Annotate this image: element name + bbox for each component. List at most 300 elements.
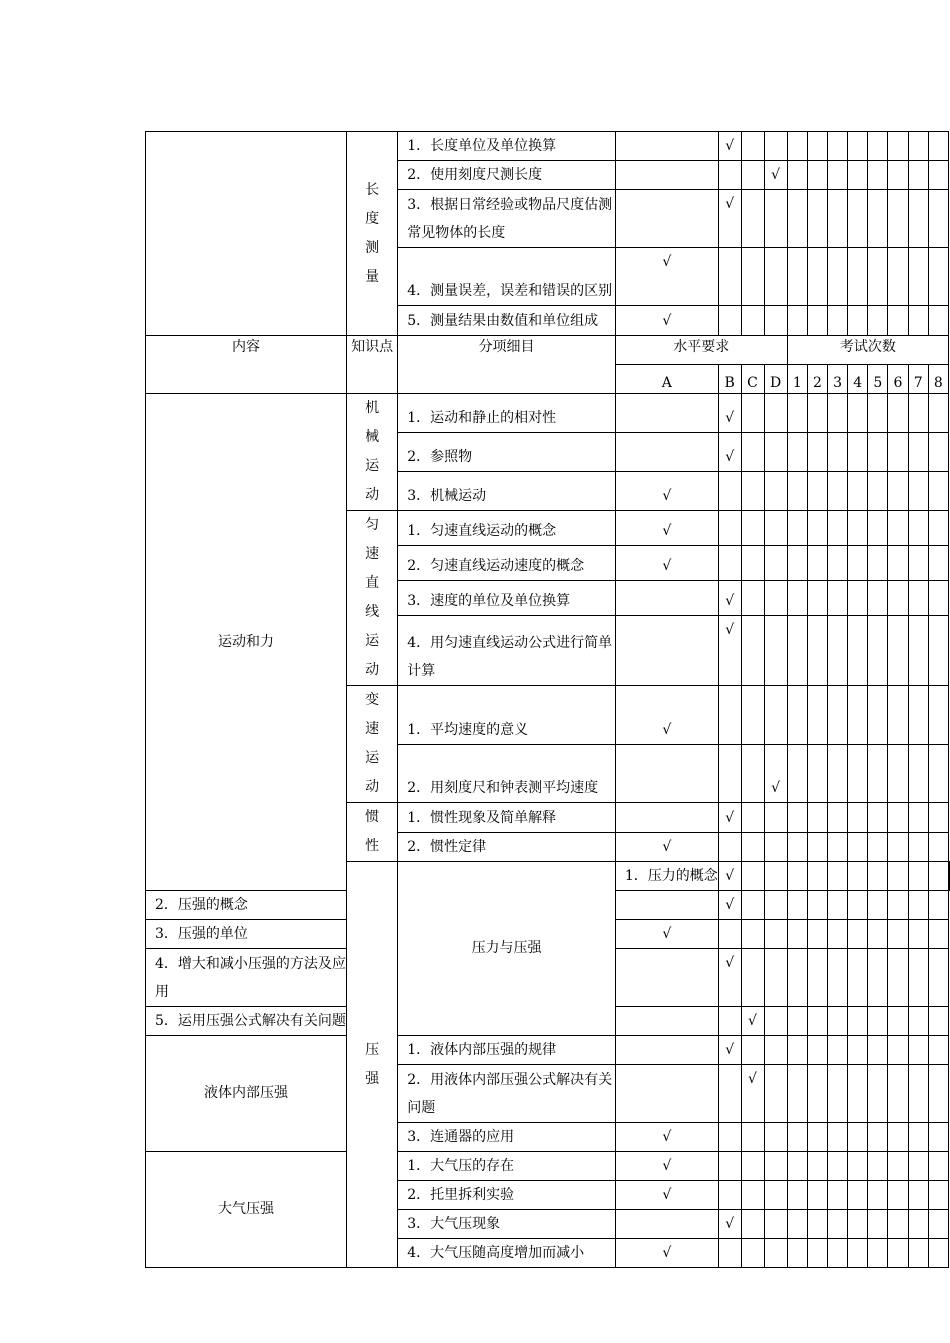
exam-8-cell — [928, 1036, 948, 1065]
exam-4-cell — [848, 161, 868, 190]
item-cell: 3．压强的单位 — [146, 920, 347, 949]
level-B-cell: √ — [718, 616, 741, 686]
level-C-cell — [741, 616, 764, 686]
level-A-cell — [615, 745, 718, 803]
exam-3-cell — [828, 1239, 848, 1268]
exam-1-cell — [787, 433, 807, 472]
exam-6-cell — [888, 1036, 908, 1065]
level-C-cell — [741, 248, 764, 306]
exam-1-cell — [787, 1123, 807, 1152]
exam-6-cell — [888, 1123, 908, 1152]
exam-2-cell — [807, 132, 827, 161]
exam-6-cell — [888, 1210, 908, 1239]
exam-4-cell — [848, 803, 868, 833]
exam-3-cell — [828, 1036, 848, 1065]
exam-1-cell — [787, 511, 807, 546]
exam-5-cell — [868, 472, 888, 511]
level-B-cell — [718, 686, 741, 745]
level-D-cell — [764, 1123, 787, 1152]
exam-6-cell — [888, 891, 908, 920]
level-D-cell — [764, 1065, 787, 1123]
exam-5-cell — [868, 306, 888, 336]
exam-7-cell — [908, 1065, 928, 1123]
exam-5-cell — [868, 190, 888, 248]
item-cell: 2．参照物 — [398, 433, 616, 472]
knowledge-point-cell: 长度测量 — [346, 132, 397, 336]
knowledge-point-cell: 机械运动 — [346, 394, 397, 511]
exam-4-cell — [848, 581, 868, 616]
exam-1-cell — [787, 891, 807, 920]
level-A-cell: √ — [615, 686, 718, 745]
exam-3-cell — [828, 190, 848, 248]
exam-4-cell — [848, 190, 868, 248]
exam-1-cell — [787, 161, 807, 190]
table-row — [146, 132, 950, 161]
exam-6-cell — [888, 132, 908, 161]
item-cell: 1．运动和静止的相对性 — [398, 394, 616, 433]
level-C-cell — [741, 546, 764, 581]
exam-3-cell — [828, 616, 848, 686]
exam-2-cell — [807, 394, 827, 433]
level-D-cell — [764, 394, 787, 433]
level-C-cell: √ — [741, 1065, 764, 1123]
exam-6-cell — [888, 1007, 908, 1036]
level-C-cell — [741, 1210, 764, 1239]
exam-2-cell — [807, 248, 827, 306]
exam-6-cell — [888, 745, 908, 803]
exam-2-cell — [807, 511, 827, 546]
level-D-cell — [764, 248, 787, 306]
level-A-cell: √ — [615, 472, 718, 511]
exam-7-cell — [908, 1239, 928, 1268]
exam-5-cell — [868, 546, 888, 581]
exam-7-cell — [908, 1007, 928, 1036]
content-cell — [146, 132, 347, 336]
exam-8-cell — [928, 832, 948, 862]
level-B-cell — [718, 1065, 741, 1123]
exam-1-cell — [787, 1065, 807, 1123]
level-D-cell — [764, 616, 787, 686]
exam-1-cell — [787, 1152, 807, 1181]
exam-5-cell — [868, 745, 888, 803]
level-D-cell — [764, 1181, 787, 1210]
level-A-cell — [615, 190, 718, 248]
exam-4-cell — [848, 306, 868, 336]
item-cell: 4．增大和减小压强的方法及应用 — [146, 949, 347, 1007]
level-B-cell — [718, 745, 741, 803]
level-C-cell — [741, 803, 764, 833]
level-C-cell — [741, 161, 764, 190]
exam-8-cell — [928, 248, 948, 306]
exam-4-cell — [848, 433, 868, 472]
exam-5-cell — [868, 1210, 888, 1239]
exam-1-cell — [787, 1036, 807, 1065]
exam-8-cell — [928, 394, 948, 433]
level-C-cell — [741, 433, 764, 472]
level-B-cell — [718, 1239, 741, 1268]
exam-1-cell — [787, 546, 807, 581]
exam-2-cell — [807, 1007, 827, 1036]
item-cell: 1．长度单位及单位换算 — [398, 132, 616, 161]
item-cell: 4．大气压随高度增加而减小 — [398, 1239, 616, 1268]
item-cell: 3．连通器的应用 — [398, 1123, 616, 1152]
exam-8-cell — [949, 862, 950, 891]
knowledge-point-cell: 压力与压强 — [398, 862, 616, 1036]
level-A-cell — [615, 1210, 718, 1239]
exam-5-cell — [868, 1123, 888, 1152]
exam-8-cell — [928, 190, 948, 248]
level-B-cell: √ — [718, 433, 741, 472]
exam-3-cell — [828, 745, 848, 803]
exam-8-cell — [928, 511, 948, 546]
level-D-cell — [764, 832, 787, 862]
exam-4-cell — [848, 1210, 868, 1239]
level-C-cell — [741, 949, 764, 1007]
exam-1-cell — [787, 616, 807, 686]
exam-5-cell — [868, 161, 888, 190]
header-exam-4: 4 — [848, 365, 868, 394]
item-cell: 1．平均速度的意义 — [398, 686, 616, 745]
exam-6-cell — [888, 832, 908, 862]
exam-3-cell — [828, 832, 848, 862]
level-C-cell — [741, 1239, 764, 1268]
exam-3-cell — [828, 581, 848, 616]
exam-4-cell — [848, 920, 868, 949]
exam-2-cell — [807, 472, 827, 511]
exam-3-cell — [828, 1210, 848, 1239]
exam-5-cell — [868, 1007, 888, 1036]
exam-1-cell — [787, 745, 807, 803]
level-A-cell — [615, 1065, 718, 1123]
exam-5-cell — [868, 803, 888, 833]
exam-2-cell — [807, 161, 827, 190]
header-level-B: B — [718, 365, 741, 394]
exam-7-cell — [908, 616, 928, 686]
level-D-cell — [764, 1036, 787, 1065]
level-B-cell: √ — [718, 1210, 741, 1239]
exam-1-cell — [787, 1239, 807, 1268]
item-cell: 5．运用压强公式解决有关问题 — [146, 1007, 347, 1036]
exam-5-cell — [868, 132, 888, 161]
exam-8-cell — [928, 132, 948, 161]
exam-7-cell — [908, 1123, 928, 1152]
item-cell: 2．压强的概念 — [146, 891, 347, 920]
level-D-cell — [764, 472, 787, 511]
exam-2-cell — [807, 1181, 827, 1210]
exam-2-cell — [807, 306, 827, 336]
exam-6-cell — [888, 306, 908, 336]
exam-7-cell — [908, 1210, 928, 1239]
exam-6-cell — [888, 248, 908, 306]
header-exams: 考试次数 — [787, 336, 948, 365]
level-D-cell — [764, 581, 787, 616]
exam-2-cell — [807, 433, 827, 472]
item-cell: 1．惯性现象及简单解释 — [398, 803, 616, 833]
level-B-cell — [718, 306, 741, 336]
header-level-D: D — [764, 365, 787, 394]
exam-5-cell — [868, 616, 888, 686]
item-cell: 2．托里拆利实验 — [398, 1181, 616, 1210]
item-cell: 1．大气压的存在 — [398, 1152, 616, 1181]
level-A-cell: √ — [615, 920, 718, 949]
item-cell: 2．匀速直线运动速度的概念 — [398, 546, 616, 581]
exam-2-cell — [807, 949, 827, 1007]
exam-6-cell — [888, 581, 908, 616]
exam-6-cell — [888, 472, 908, 511]
level-B-cell — [718, 472, 741, 511]
exam-6-cell — [888, 190, 908, 248]
exam-2-cell — [807, 1036, 827, 1065]
header-content: 内容 — [146, 336, 347, 394]
exam-5-cell — [868, 248, 888, 306]
level-B-cell — [718, 248, 741, 306]
level-D-cell — [764, 1210, 787, 1239]
level-D-cell — [764, 803, 787, 833]
exam-4-cell — [848, 891, 868, 920]
level-B-cell — [718, 832, 741, 862]
exam-3-cell — [828, 161, 848, 190]
exam-7-cell — [908, 546, 928, 581]
level-A-cell: √ — [615, 1123, 718, 1152]
level-C-cell — [741, 686, 764, 745]
exam-5-cell — [868, 511, 888, 546]
exam-4-cell — [848, 949, 868, 1007]
table-row — [146, 1036, 950, 1065]
header-exam-3: 3 — [828, 365, 848, 394]
exam-6-cell — [888, 546, 908, 581]
level-D-cell — [764, 546, 787, 581]
exam-7-cell — [908, 581, 928, 616]
level-B-cell: √ — [718, 190, 741, 248]
exam-3-cell — [828, 132, 848, 161]
level-A-cell — [615, 803, 718, 833]
exam-1-cell — [807, 862, 827, 891]
exam-7-cell — [908, 190, 928, 248]
level-B-cell: √ — [718, 891, 741, 920]
exam-4-cell — [848, 394, 868, 433]
exam-8-cell — [928, 1123, 948, 1152]
content-cell: 压强 — [346, 862, 397, 1268]
exam-5-cell — [868, 1152, 888, 1181]
level-A-cell: √ — [615, 1181, 718, 1210]
level-D-cell — [764, 132, 787, 161]
level-B-cell — [718, 1123, 741, 1152]
item-cell: 3．大气压现象 — [398, 1210, 616, 1239]
exam-4-cell — [848, 132, 868, 161]
exam-8-cell — [928, 581, 948, 616]
exam-5-cell — [868, 949, 888, 1007]
exam-1-cell — [787, 581, 807, 616]
level-C-cell — [741, 745, 764, 803]
exam-2-cell — [807, 1152, 827, 1181]
level-C-cell — [741, 1036, 764, 1065]
exam-8-cell — [928, 920, 948, 949]
exam-2-cell — [807, 686, 827, 745]
exam-4-cell — [848, 1036, 868, 1065]
level-A-cell — [615, 616, 718, 686]
exam-2-cell — [828, 862, 848, 891]
exam-6-cell — [908, 862, 928, 891]
exam-1-cell — [787, 803, 807, 833]
level-D-cell: √ — [764, 745, 787, 803]
exam-8-cell — [928, 1181, 948, 1210]
exam-5-cell — [868, 891, 888, 920]
exam-2-cell — [807, 803, 827, 833]
exam-6-cell — [888, 1181, 908, 1210]
level-D-cell — [764, 891, 787, 920]
exam-4-cell — [848, 832, 868, 862]
level-C-cell — [741, 472, 764, 511]
level-C-cell — [741, 1123, 764, 1152]
exam-6-cell — [888, 1239, 908, 1268]
exam-2-cell — [807, 1065, 827, 1123]
header-level-C: C — [741, 365, 764, 394]
exam-1-cell — [787, 686, 807, 745]
level-C-cell — [741, 1181, 764, 1210]
exam-3-cell — [828, 394, 848, 433]
exam-3-cell — [828, 306, 848, 336]
item-cell: 3．根据日常经验或物品尺度估测常见物体的长度 — [398, 190, 616, 248]
level-D-cell — [764, 1239, 787, 1268]
exam-7-cell — [908, 949, 928, 1007]
level-C-cell — [741, 891, 764, 920]
exam-5-cell — [868, 1036, 888, 1065]
exam-5-cell — [868, 394, 888, 433]
exam-1-cell — [787, 949, 807, 1007]
exam-8-cell — [928, 686, 948, 745]
exam-1-cell — [787, 1181, 807, 1210]
level-B-cell: √ — [718, 132, 741, 161]
item-cell: 1．液体内部压强的规律 — [398, 1036, 616, 1065]
exam-6-cell — [888, 394, 908, 433]
exam-3-cell — [828, 546, 848, 581]
level-B-cell: √ — [718, 1036, 741, 1065]
level-B-cell: √ — [718, 394, 741, 433]
level-C-cell — [741, 306, 764, 336]
level-B-cell — [718, 1007, 741, 1036]
exam-7-cell — [908, 248, 928, 306]
exam-7-cell — [908, 472, 928, 511]
exam-5-cell — [868, 686, 888, 745]
exam-6-cell — [888, 616, 908, 686]
header-item: 分项细目 — [398, 336, 616, 394]
level-C-cell — [741, 190, 764, 248]
exam-3-cell — [848, 862, 868, 891]
level-B-cell — [741, 862, 764, 891]
level-C-cell — [741, 581, 764, 616]
level-D-cell — [764, 306, 787, 336]
exam-2-cell — [807, 1210, 827, 1239]
exam-1-cell — [787, 248, 807, 306]
exam-4-cell — [848, 616, 868, 686]
header-exam-8: 8 — [928, 365, 948, 394]
exam-2-cell — [807, 546, 827, 581]
exam-1-cell — [787, 306, 807, 336]
level-C-cell — [741, 394, 764, 433]
level-A-cell — [615, 433, 718, 472]
exam-8-cell — [928, 949, 948, 1007]
header-level-A: A — [615, 365, 718, 394]
level-A-cell — [615, 1007, 718, 1036]
exam-3-cell — [828, 1065, 848, 1123]
exam-2-cell — [807, 832, 827, 862]
exam-5-cell — [868, 1065, 888, 1123]
exam-4-cell — [868, 862, 888, 891]
item-cell: 3．速度的单位及单位换算 — [398, 581, 616, 616]
exam-8-cell — [928, 1007, 948, 1036]
header-point: 知识点 — [346, 336, 397, 394]
exam-7-cell — [908, 433, 928, 472]
level-A-cell: √ — [615, 306, 718, 336]
exam-4-cell — [848, 686, 868, 745]
exam-4-cell — [848, 546, 868, 581]
item-cell: 2．用液体内部压强公式解决有关问题 — [398, 1065, 616, 1123]
exam-5-cell — [868, 433, 888, 472]
item-cell: 2．惯性定律 — [398, 832, 616, 862]
item-cell: 2．使用刻度尺测长度 — [398, 161, 616, 190]
content-cell: 运动和力 — [146, 394, 347, 891]
level-D-cell — [764, 433, 787, 472]
level-C-cell — [764, 862, 787, 891]
header-exam-1: 1 — [787, 365, 807, 394]
exam-3-cell — [828, 1152, 848, 1181]
exam-3-cell — [828, 803, 848, 833]
exam-7-cell — [908, 306, 928, 336]
level-B-cell: √ — [718, 803, 741, 833]
exam-6-cell — [888, 920, 908, 949]
level-D-cell: √ — [764, 161, 787, 190]
level-B-cell — [718, 511, 741, 546]
level-A-cell — [615, 581, 718, 616]
exam-4-cell — [848, 1239, 868, 1268]
exam-4-cell — [848, 511, 868, 546]
exam-6-cell — [888, 1152, 908, 1181]
exam-7-cell — [908, 832, 928, 862]
exam-6-cell — [888, 686, 908, 745]
knowledge-table — [145, 131, 950, 1268]
exam-8-cell — [928, 891, 948, 920]
exam-4-cell — [848, 1181, 868, 1210]
exam-7-cell — [908, 920, 928, 949]
level-B-cell — [718, 546, 741, 581]
header-level: 水平要求 — [615, 336, 787, 365]
exam-4-cell — [848, 1152, 868, 1181]
exam-2-cell — [807, 920, 827, 949]
exam-6-cell — [888, 803, 908, 833]
exam-2-cell — [807, 616, 827, 686]
header-exam-7: 7 — [908, 365, 928, 394]
level-D-cell — [764, 511, 787, 546]
knowledge-point-cell: 液体内部压强 — [146, 1036, 347, 1152]
exam-4-cell — [848, 1123, 868, 1152]
item-cell: 1．压力的概念 — [615, 862, 718, 891]
exam-4-cell — [848, 1007, 868, 1036]
exam-1-cell — [787, 920, 807, 949]
level-A-cell: √ — [615, 546, 718, 581]
level-B-cell: √ — [718, 949, 741, 1007]
header-exam-2: 2 — [807, 365, 827, 394]
level-A-cell: √ — [615, 511, 718, 546]
table-row — [146, 394, 950, 433]
exam-2-cell — [807, 1123, 827, 1152]
header-exam-6: 6 — [888, 365, 908, 394]
item-cell: 4．用匀速直线运动公式进行简单计算 — [398, 616, 616, 686]
exam-8-cell — [928, 433, 948, 472]
exam-7-cell — [908, 394, 928, 433]
exam-3-cell — [828, 511, 848, 546]
exam-3-cell — [828, 1007, 848, 1036]
level-C-cell — [741, 920, 764, 949]
